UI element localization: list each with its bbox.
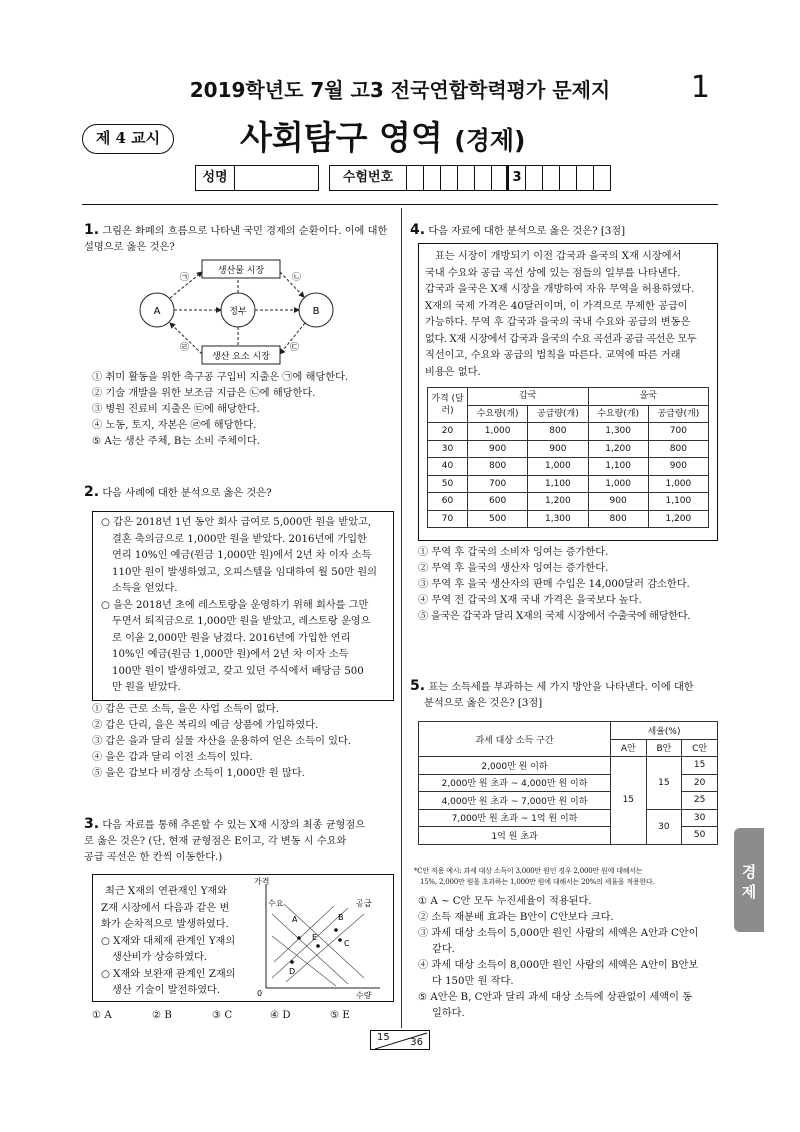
q3-stem-line: 로 옳은 것은? (단, 현재 균형점은 E이고, 각 변동 시 수요와 bbox=[84, 836, 347, 847]
q1-stem-text: 그림은 화폐의 흐름으로 나타낸 국민 경제의 순환이다. 이에 대한 설명으로 옳은 것은? bbox=[84, 226, 388, 253]
q1-option-3[interactable]: ③ 병원 진료비 지출은 ㉢에 해당한다. bbox=[92, 404, 260, 415]
point-a: A bbox=[292, 915, 298, 924]
q3-box-line: ○ X재와 대체재 관계인 Y재의 bbox=[101, 935, 236, 947]
q2-box-line: 110만 원이 발생하였고, 오피스텔을 임대하여 월 50만 원의 bbox=[112, 566, 377, 578]
q5-option-2[interactable]: ② 소득 재분배 효과는 B안이 C안보다 크다. bbox=[418, 912, 614, 923]
q4-box-line: 없다. X재 시장에서 갑국과 을국의 수요 곡선과 공급 곡선은 모두 bbox=[425, 333, 697, 345]
q2-box-line: 소득을 얻었다. bbox=[112, 583, 178, 594]
table-row: 40 800 1,000 1,100 900 bbox=[428, 458, 709, 476]
q2-stem-text: 다음 사례에 대한 분석으로 옳은 것은? bbox=[102, 488, 272, 499]
q1-circular-flow-diagram bbox=[130, 258, 352, 370]
current-page: 15 bbox=[377, 1032, 390, 1043]
q2-box-line: 로 이윤 2,000만 원을 남겼다. 2016년에 가입한 연리 bbox=[112, 632, 351, 644]
price-header: 가격 (달러) bbox=[428, 388, 468, 423]
q2-box-line: ○ 갑은 2018년 1년 동안 회사 급여로 5,000만 원을 받았고, bbox=[101, 517, 372, 528]
exam-no-label: 수험번호 bbox=[329, 165, 407, 191]
plan-a-header: A안 bbox=[611, 739, 647, 757]
q2-box-line: 결혼 축의금으로 1,000만 원을 받았다. 2016년에 가입한 bbox=[112, 533, 367, 545]
subject-title bbox=[240, 112, 525, 159]
point-e: E bbox=[312, 933, 318, 942]
q5-options bbox=[418, 894, 698, 1022]
q3-box-line: 최근 X재의 연관재인 Y재와 bbox=[105, 886, 228, 897]
table-row: 60 600 1,200 900 1,100 bbox=[428, 493, 709, 511]
table-row: 1억 원 초과 50 bbox=[419, 827, 718, 845]
plan-b-rate-2: 30 bbox=[646, 809, 682, 844]
a-supply-header: 공급량(개) bbox=[528, 405, 588, 423]
q4-data-box bbox=[418, 243, 718, 541]
marker-3: ㉢ bbox=[290, 343, 300, 353]
subject-paren: (경제) bbox=[454, 126, 526, 155]
q3-stem bbox=[84, 816, 394, 866]
subject-side-tab bbox=[734, 828, 764, 932]
price-axis-label: 가격 bbox=[254, 877, 270, 886]
point-c: C bbox=[344, 939, 350, 948]
plan-c-header: C안 bbox=[682, 739, 718, 757]
marker-4: ㉣ bbox=[180, 343, 190, 353]
factor-market-label: 생산 요소 시장 bbox=[212, 352, 270, 362]
q5-option-4-cont[interactable]: 다 150만 원 작다. bbox=[432, 976, 514, 987]
exam-no-box[interactable] bbox=[407, 165, 424, 191]
q4-option-4[interactable]: ④ 무역 전 갑국의 X재 국내 가격은 을국보다 높다. bbox=[418, 595, 642, 606]
q5-option-3[interactable]: ③ 과세 대상 소득이 5,000만 원인 사람의 세액은 A안과 C안이 bbox=[418, 928, 699, 939]
q3-option-4[interactable]: ④ D bbox=[270, 1010, 291, 1021]
q5-option-4[interactable]: ④ 과세 대상 소득이 8,000만 원인 사람의 세액은 A안이 B안보 bbox=[418, 960, 699, 971]
name-field[interactable] bbox=[235, 165, 319, 191]
q2-box-line: 두면서 퇴직금으로 1,000만 원을 받았고, 레스토랑 운영으 bbox=[112, 616, 371, 627]
table-row: 50 700 1,100 1,000 1,000 bbox=[428, 475, 709, 493]
q4-option-2[interactable]: ② 무역 후 을국의 생산자 잉여는 증가한다. bbox=[418, 563, 609, 574]
q2-case-box bbox=[92, 511, 394, 701]
q4-box-line: 비용은 없다. bbox=[425, 366, 481, 378]
rate-header: 세율(%) bbox=[611, 722, 718, 740]
q4-options bbox=[418, 545, 690, 625]
q4-number: 4. bbox=[410, 222, 426, 238]
q4-box-line: 직선이고, 수요와 공급의 법칙을 따른다. 교역에 따른 거래 bbox=[425, 350, 681, 361]
footnote-line: 15%, 2,000만 원을 초과하는 1,000만 원에 대해서는 20%의 세율을 적용한다. bbox=[420, 878, 655, 886]
q1-option-2[interactable]: ② 기술 개발을 위한 보조금 지급은 ㉡에 해당한다. bbox=[92, 388, 316, 399]
table-row: 30 900 900 1,200 800 bbox=[428, 440, 709, 458]
q2-option-4[interactable]: ④ 을은 갑과 달리 이전 소득이 있다. bbox=[92, 752, 253, 763]
q4-box-line: 국내 수요와 공급 곡선 상에 있는 점들의 일부를 나타낸다. bbox=[425, 267, 681, 279]
country-a-header: 갑국 bbox=[468, 388, 589, 406]
plan-b-header: B안 bbox=[646, 739, 682, 757]
q5-option-1[interactable]: ① A ~ C안 모두 누진세율이 적용된다. bbox=[418, 896, 592, 907]
exam-no-box[interactable] bbox=[577, 165, 594, 191]
q3-option-1[interactable]: ① A bbox=[92, 1010, 112, 1021]
equilibrium-points bbox=[289, 913, 350, 976]
q5-stem-line: 표는 소득세를 부과하는 세 가지 방안을 나타낸다. 이에 대한 bbox=[428, 682, 694, 693]
q5-option-3-cont[interactable]: 같다. bbox=[432, 944, 455, 955]
q2-number: 2. bbox=[84, 484, 100, 500]
q2-stem bbox=[84, 484, 394, 502]
q2-option-1[interactable]: ① 갑은 근로 소득, 을은 사업 소득이 없다. bbox=[92, 704, 279, 715]
product-market-label: 생산물 시장 bbox=[217, 266, 265, 276]
q2-box-line: 만 원을 받았다. bbox=[112, 682, 181, 693]
q5-number: 5. bbox=[410, 678, 426, 694]
a-demand-header: 수요량(개) bbox=[468, 405, 528, 423]
b-demand-header: 수요량(개) bbox=[588, 405, 648, 423]
exam-no-box[interactable] bbox=[424, 165, 441, 191]
point-b: B bbox=[338, 913, 344, 922]
q3-number: 3. bbox=[84, 816, 100, 832]
q3-options bbox=[92, 1008, 350, 1024]
q3-option-3[interactable]: ③ C bbox=[212, 1010, 233, 1021]
q4-box-line: 표는 시장이 개방되기 이전 갑국과 을국의 X재 시장에서 bbox=[435, 251, 682, 262]
exam-no-box[interactable] bbox=[492, 165, 509, 191]
q4-stem bbox=[410, 222, 720, 240]
table-row: 20 1,000 800 1,300 700 bbox=[428, 423, 709, 441]
exam-no-box[interactable] bbox=[526, 165, 543, 191]
q1-option-5[interactable]: ⑤ A는 생산 주체, B는 소비 주체이다. bbox=[92, 436, 260, 447]
total-pages: 36 bbox=[410, 1037, 423, 1048]
q3-box-line: 생산비가 상승하였다. bbox=[112, 952, 208, 963]
marker-2: ㉡ bbox=[292, 273, 302, 283]
header-rule bbox=[82, 204, 718, 205]
q3-option-5[interactable]: ⑤ E bbox=[330, 1010, 350, 1021]
b-supply-header: 공급량(개) bbox=[648, 405, 708, 423]
exam-no-box[interactable] bbox=[543, 165, 560, 191]
exam-no-box[interactable] bbox=[560, 165, 577, 191]
q1-option-4[interactable]: ④ 노동, 토지, 자본은 ㉣에 해당한다. bbox=[92, 420, 257, 431]
table-row: 2,000만 원 초과 ~ 4,000만 원 이하 20 bbox=[419, 774, 718, 792]
q2-option-5[interactable]: ⑤ 을은 갑보다 비경상 소득이 1,000만 원 많다. bbox=[92, 768, 305, 779]
demand-label: 수요 bbox=[268, 899, 284, 908]
q5-stem-line: 분석으로 옳은 것은? [3점] bbox=[424, 698, 543, 709]
q1-number: 1. bbox=[84, 222, 100, 238]
q3-box-line: 화가 순차적으로 발생하였다. bbox=[101, 919, 229, 930]
q1-option-1[interactable]: ① 취미 활동을 위한 축구공 구입비 지출은 ㉠에 해당한다. bbox=[92, 372, 349, 383]
exam-no-box[interactable] bbox=[475, 165, 492, 191]
name-label: 성명 bbox=[195, 165, 235, 191]
q4-option-1[interactable]: ① 무역 후 갑국의 소비자 잉여는 증가한다. bbox=[418, 547, 609, 558]
q3-stem-line: 공급 곡선은 한 칸씩 이동한다.) bbox=[84, 852, 223, 863]
q2-box-line: 연리 10%인 예금(원금 1,000만 원)에서 2년 차 이자 소득 bbox=[112, 550, 372, 561]
supply-label: 공급 bbox=[356, 899, 372, 908]
q1-stem bbox=[84, 222, 394, 256]
quantity-axis-label: 수량 bbox=[356, 991, 372, 1000]
side-tab-label: 경제 bbox=[741, 863, 757, 901]
range-header: 과세 대상 소득 구간 bbox=[419, 722, 611, 757]
exam-no-box[interactable] bbox=[441, 165, 458, 191]
table-row: 4,000만 원 초과 ~ 7,000만 원 이하 25 bbox=[419, 792, 718, 810]
id-row bbox=[195, 165, 611, 191]
column-divider bbox=[401, 208, 402, 1028]
q3-box-line: ○ X재와 보완재 관계인 Z재의 bbox=[101, 968, 236, 980]
country-b-header: 을국 bbox=[588, 388, 709, 406]
plan-a-rate: 15 bbox=[611, 757, 647, 845]
q5-option-5-cont[interactable]: 일하다. bbox=[432, 1008, 465, 1019]
q4-stem-text: 다음 자료에 대한 분석으로 옳은 것은? [3점] bbox=[428, 226, 626, 237]
exam-no-box[interactable] bbox=[594, 165, 611, 191]
q2-box-line: 100만 원이 발생하였고, 갖고 있던 주식에서 배당금 500 bbox=[112, 665, 364, 677]
table-row: 2,000만 원 이하 15 15 15 bbox=[419, 757, 718, 775]
q4-box-line: X재의 국제 가격은 40달러이며, 이 가격으로 무제한 공급이 bbox=[425, 300, 688, 312]
q3-box-line: 생산 기술이 발전하였다. bbox=[112, 985, 221, 996]
q2-option-2[interactable]: ② 갑은 단리, 을은 복리의 예금 상품에 가입하였다. bbox=[92, 720, 319, 731]
origin-label: 0 bbox=[257, 989, 263, 998]
page-counter bbox=[370, 1030, 430, 1050]
footnote-line: *C안 적용 예시: 과세 대상 소득이 3,000만 원인 경우 2,000만 원에 대해서는 bbox=[414, 867, 643, 875]
table-row: 70 500 1,300 800 1,200 bbox=[428, 510, 709, 528]
q3-option-2[interactable]: ② B bbox=[152, 1010, 172, 1021]
q5-stem bbox=[410, 678, 720, 712]
government-label: 정부 bbox=[229, 307, 247, 317]
q4-box-line: 갑국과 을국은 X재 시장을 개방하여 자유 무역을 허용하였다. bbox=[425, 284, 695, 295]
q1-options bbox=[92, 370, 348, 450]
q4-option-5[interactable]: ⑤ 을국은 갑국과 달리 X재의 국제 시장에서 수출국에 해당한다. bbox=[418, 611, 691, 622]
q2-box-line: 10%인 예금(원금 1,000만 원)에서 2년 차 이자 소득 bbox=[112, 649, 349, 660]
q5-footnote bbox=[414, 866, 720, 888]
exam-title: 2019학년도 7월 고3 전국연합학력평가 문제지 bbox=[189, 78, 611, 102]
q4-option-3[interactable]: ③ 무역 후 을국 생산자의 판매 수입은 14,000달러 감소한다. bbox=[418, 579, 690, 590]
q4-supply-demand-table bbox=[427, 387, 709, 528]
page-number: 1 bbox=[690, 70, 710, 105]
q2-option-3[interactable]: ③ 갑은 을과 달리 실물 자산을 운용하여 얻은 소득이 있다. bbox=[92, 736, 352, 747]
q3-stem-line: 다음 자료를 통해 추론할 수 있는 X재 시장의 최종 균형점으 bbox=[102, 820, 366, 831]
table-row: 7,000만 원 초과 ~ 1억 원 이하 30 30 bbox=[419, 809, 718, 827]
period-badge: 제 4 교시 bbox=[82, 124, 174, 154]
q2-options bbox=[92, 702, 351, 782]
q3-box-line: Z재 시장에서 다음과 같은 변 bbox=[101, 902, 230, 914]
subject-name: 사회탐구 영역 bbox=[240, 118, 443, 157]
q3-supply-demand-graph bbox=[252, 876, 392, 1000]
sector-b-label: B bbox=[312, 306, 320, 317]
point-d: D bbox=[289, 967, 296, 976]
plan-b-rate-1: 15 bbox=[646, 757, 682, 810]
q2-box-line: ○ 을은 2018년 초에 레스토랑을 운영하기 위해 회사를 그만 bbox=[101, 599, 369, 611]
q4-box-line: 가능하다. 무역 후 갑국과 을국의 국내 수요와 공급의 변동은 bbox=[425, 317, 691, 328]
q5-tax-table bbox=[418, 721, 718, 845]
q5-option-5[interactable]: ⑤ A안은 B, C안과 달리 과세 대상 소득에 상관없이 세액이 동 bbox=[418, 992, 693, 1003]
exam-no-box[interactable] bbox=[458, 165, 475, 191]
marker-1: ㉠ bbox=[180, 273, 190, 283]
exam-no-digit: 3 bbox=[509, 165, 526, 191]
sector-a-label: A bbox=[153, 306, 161, 317]
